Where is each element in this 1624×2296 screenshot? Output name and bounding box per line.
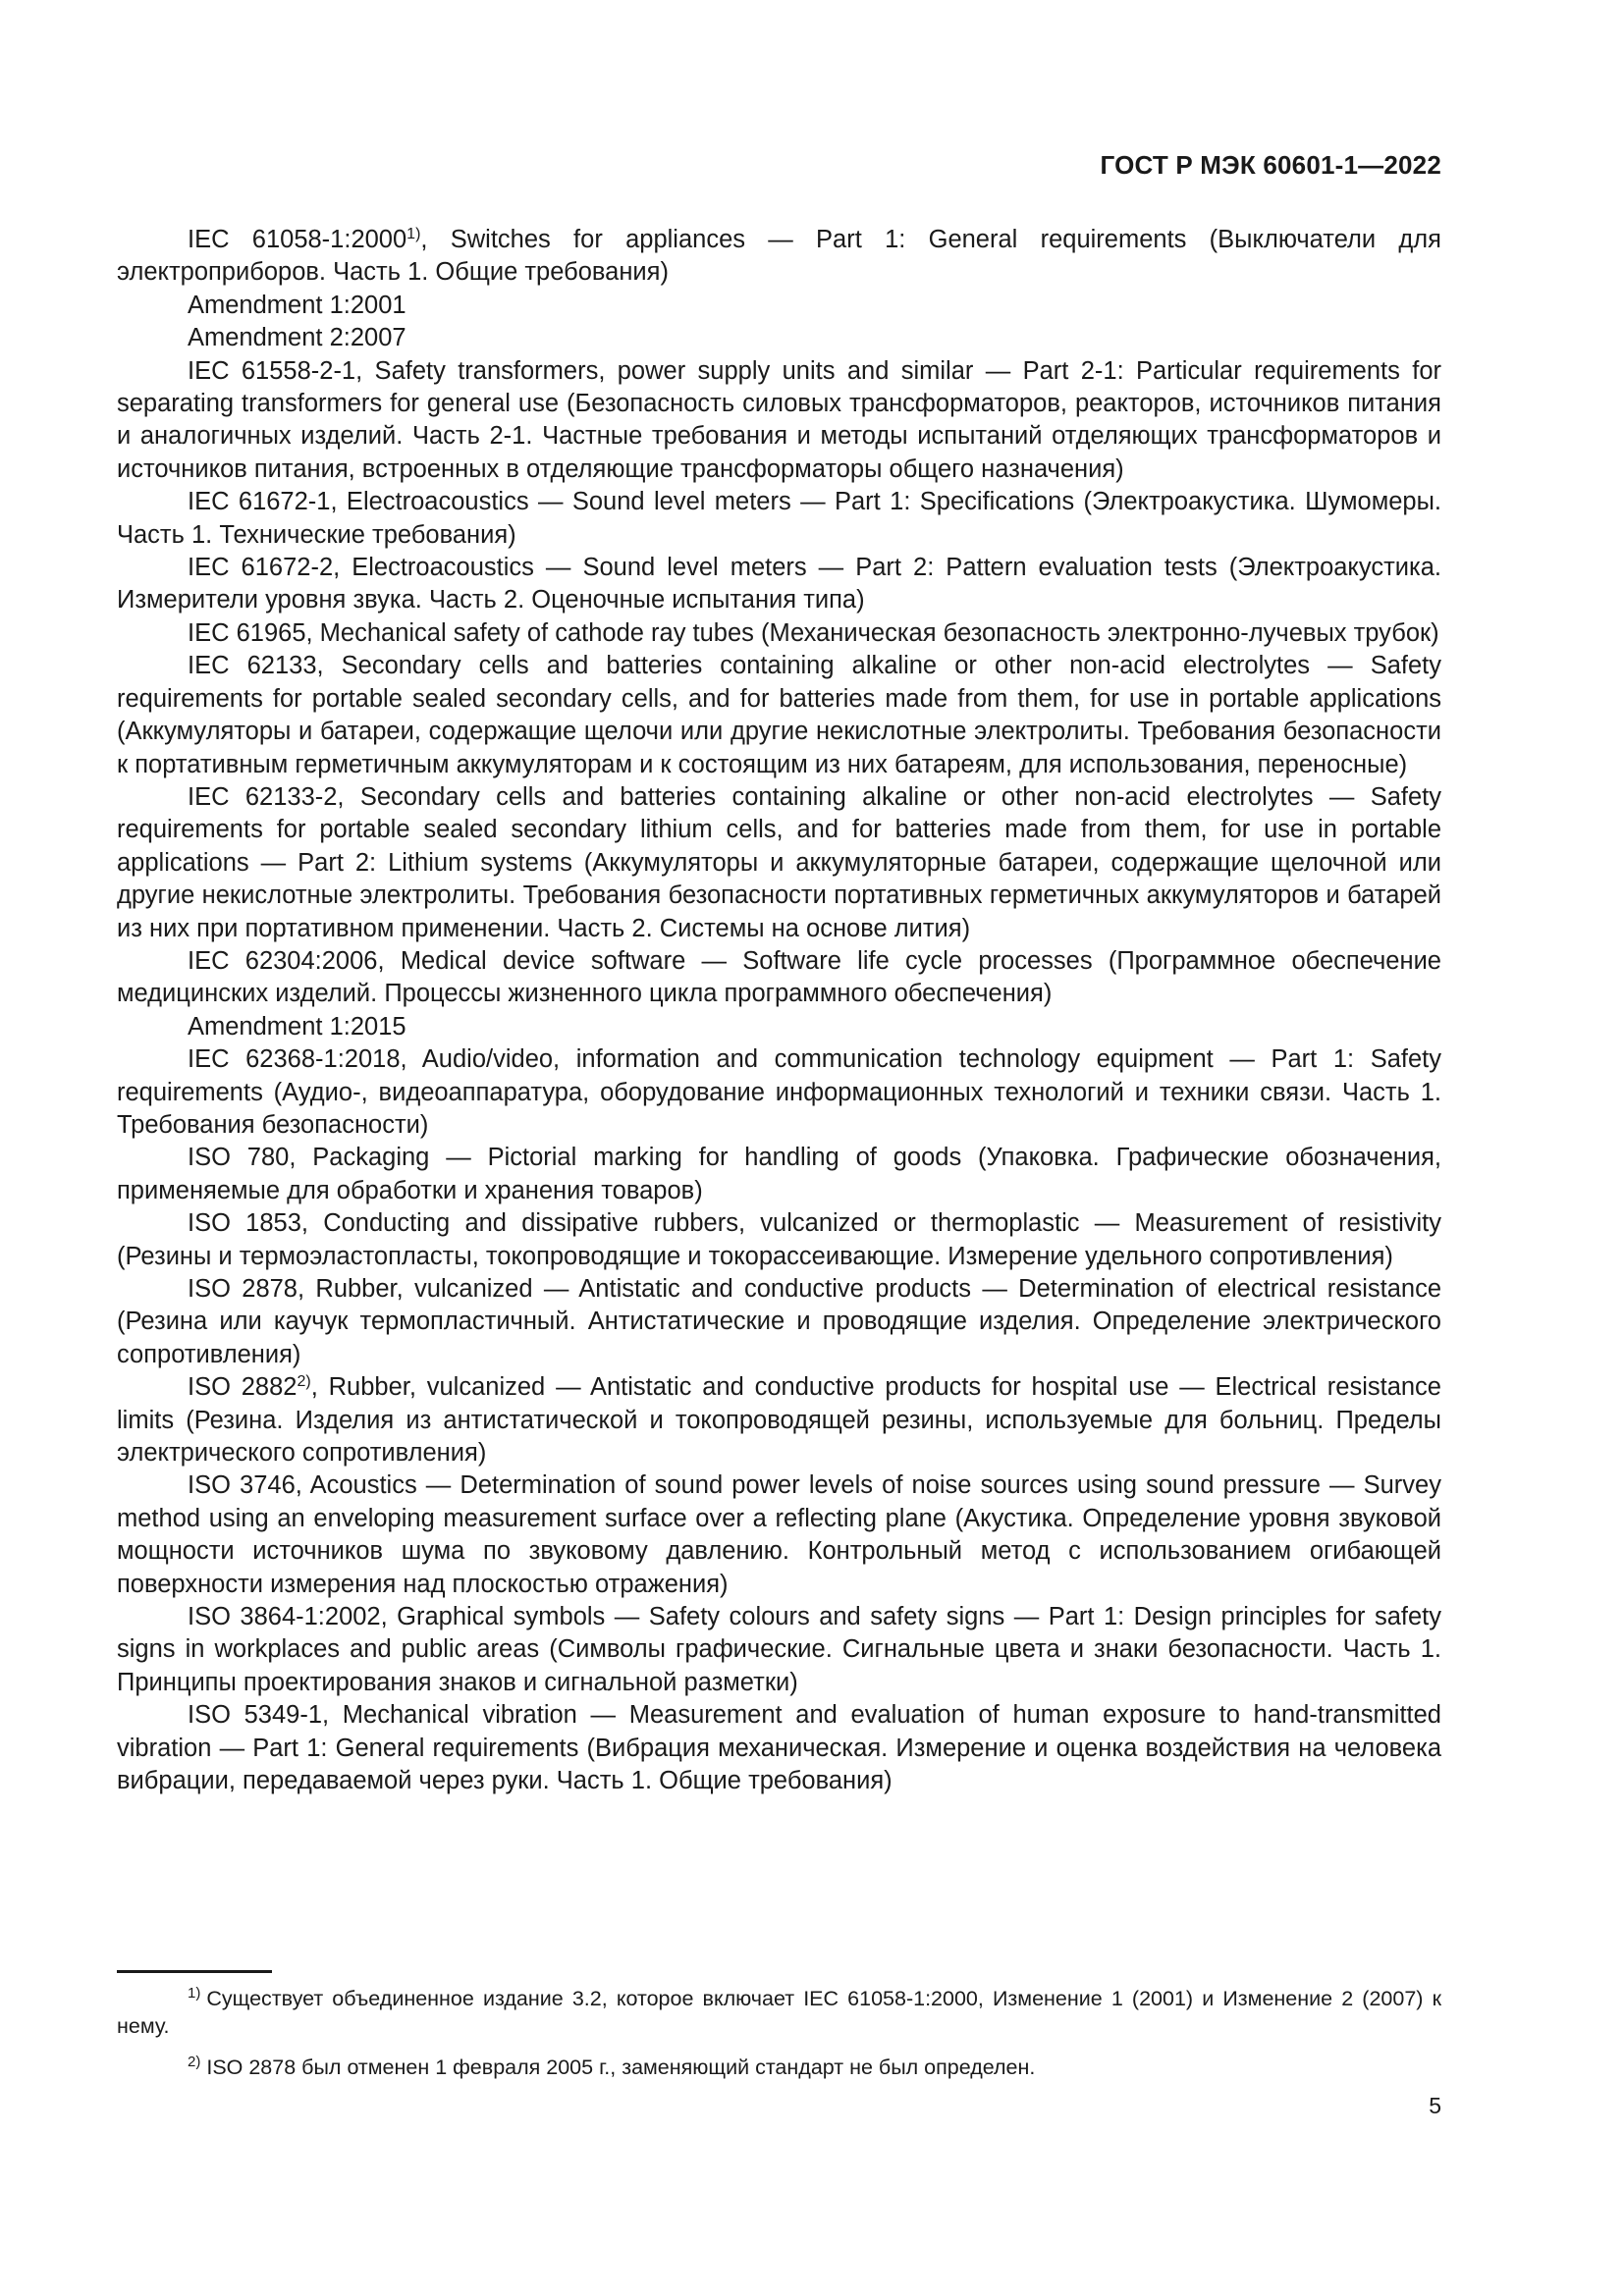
footnote-ref: 2): [297, 1373, 311, 1391]
footnote: $^{1)}$ Существует объединенное издание 3.2, которое включает IEC 61058-1:2000, Изменение 1 (2001) и Изменение 2 (2007) к нему.: [117, 1985, 1441, 2038]
reference-entry: Amendment 2:2007: [188, 324, 406, 352]
reference-entry: IEC 62368-1:2018, Audio/video, information and communication technology equipment — Part 1: Safety requirements (Аудио-, видеоаппаратура, оборудование информационных технологий и техники связи. Часть 1. Требования безопасности): [117, 1045, 1441, 1139]
reference-entry: IEC 62133, Secondary cells and batteries containing alkaline or other non-acid electrolytes — Safety requirements for portable sealed secondary cells, and for batteries made from them, for use in portable applications (Аккумуляторы и батареи, содержащие щелочи или другие некислотные электролиты. Требования безопасности к портативным герметичным аккумуляторам и к состоящим из них батареям, для использования, переносные): [117, 652, 1441, 778]
reference-entry: ISO 780, Packaging — Pictorial marking for handling of goods (Упаковка. Графические обозначения, применяемые для обработки и хранения товаров): [117, 1144, 1441, 1204]
reference-entry: IEC 62304:2006, Medical device software — Software life cycle processes (Программное обеспечение медицинских изделий. Процессы жизненного цикла программного обеспечения): [117, 946, 1441, 1008]
reference-entry: ISO 3746, Acoustics — Determination of sound power levels of noise sources using sound pressure — Survey method using an enveloping measurement surface over a reflecting plane (Акустика. Определение уровня звуковой мощности источников шума по звуковому давлению. Контрольный метод с использованием огибающей поверхности измерения над плоскостью отражения): [117, 1471, 1441, 1598]
footnote: $^{2)}$ ISO 2878 был отменен 1 февраля 2005 г., заменяющий стандарт не был определен.: [188, 2054, 1036, 2079]
footnote-divider: [117, 1970, 272, 1973]
footnotes: [117, 1985, 1441, 2095]
reference-entry: IEC 61558-2-1, Safety transformers, power supply units and similar — Part 2-1: Particular requirements for separating transformers for general use (Безопасность силовых трансформаторов, реакторов, источников питания и аналогичных изделий. Часть 2-1. Частные требования и методы испытаний отделяющих трансформаторов и источников питания, встроенных в отделяющие трансформаторы общего назначения): [117, 356, 1441, 483]
reference-entry: IEC 61672-1, Electroacoustics — Sound level meters — Part 1: Specifications (Электроакустика. Шумомеры. Часть 1. Технические требования): [117, 488, 1441, 549]
document-header: ГОСТ Р МЭК 60601-1—2022: [1100, 150, 1441, 180]
reference-entry: IEC 61965, Mechanical safety of cathode ray tubes (Механическая безопасность электронно-лучевых трубок): [188, 618, 1439, 647]
reference-entry: ISO 2882$^{2)}$, Rubber, vulcanized — Antistatic and conductive products for hospital use — Electrical resistance limits (Резина. Изделия из антистатической и токопроводящей резины, используемые для больниц. Пределы электрического сопротивления): [117, 1373, 1441, 1468]
reference-entry: Amendment 1:2001: [188, 291, 406, 319]
reference-entry: ISO 1853, Conducting and dissipative rubbers, vulcanized or thermoplastic — Measurement of resistivity (Резины и термоэластопласты, токопроводящие и токорассеивающие. Измерение удельного сопротивления): [117, 1209, 1441, 1270]
footnote-mark: 2): [188, 2054, 201, 2070]
reference-entry: IEC 62133-2, Secondary cells and batteries containing alkaline or other non-acid electrolytes — Safety requirements for portable sealed secondary lithium cells, and for batteries made from them, for use in portable applications — Part 2: Lithium systems (Аккумуляторы и аккумуляторные батареи, содержащие щелочной или другие некислотные электролиты. Требования безопасности портативных герметичных аккумуляторов и батарей из них при портативном применении. Часть 2. Системы на основе лития): [117, 782, 1441, 942]
reference-entry: IEC 61672-2, Electroacoustics — Sound level meters — Part 2: Pattern evaluation tests (Электроакустика. Измерители уровня звука. Часть 2. Оценочные испытания типа): [117, 554, 1441, 614]
reference-list: [117, 224, 1441, 1798]
reference-entry: ISO 5349-1, Mechanical vibration — Measurement and evaluation of human exposure to hand-transmitted vibration — Part 1: General requirements (Вибрация механическая. Измерение и оценка воздействия на человека вибрации, передаваемой через руки. Часть 1. Общие требования): [117, 1701, 1441, 1795]
reference-entry: ISO 3864-1:2002, Graphical symbols — Safety colours and safety signs — Part 1: Design principles for safety signs in workplaces and public areas (Символы графические. Сигнальные цвета и знаки безопасности. Часть 1. Принципы проектирования знаков и сигнальной разметки): [117, 1603, 1441, 1696]
reference-entry: Amendment 1:2015: [188, 1012, 406, 1041]
reference-entry: IEC 61058-1:2000$^{1)}$, Switches for appliances — Part 1: General requirements (Выключатели для электроприборов. Часть 1. Общие требования): [117, 226, 1441, 287]
page-number: 5: [1429, 2093, 1441, 2118]
footnote-ref: 1): [406, 226, 421, 242]
footnote-mark: 1): [188, 1985, 201, 2002]
reference-entry: ISO 2878, Rubber, vulcanized — Antistatic and conductive products — Determination of electrical resistance (Резина или каучук термопластичный. Антистатические и проводящие изделия. Определение электрического сопротивления): [117, 1275, 1441, 1368]
